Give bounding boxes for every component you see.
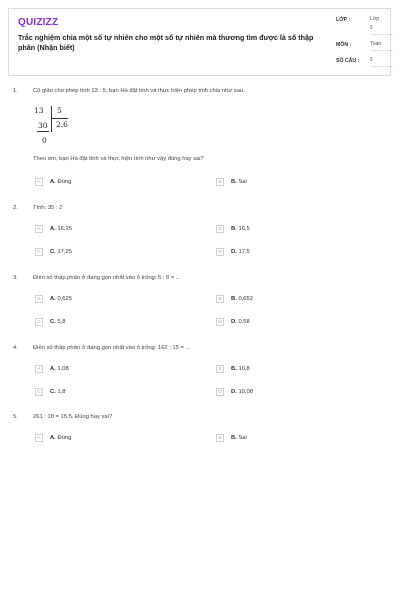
option-text: Đúng xyxy=(57,179,72,185)
option-text: 16,5 xyxy=(238,226,250,232)
option-text: 1,08 xyxy=(57,366,69,372)
option-text: 10,08 xyxy=(238,389,253,395)
option-text: 0,625 xyxy=(57,296,72,302)
question-number: 4. xyxy=(13,345,18,351)
option-letter-box[interactable]: B xyxy=(216,178,224,186)
option-letter-box[interactable]: A xyxy=(35,178,43,186)
option-prefix: A. xyxy=(50,226,56,232)
option-prefix: C. xyxy=(50,389,56,395)
quiz-title: Trắc nghiệm chia một số tự nhiên cho một số tự nhiên mà thương tìm được là số thập phân (Nhận biết) xyxy=(18,33,314,52)
option-prefix: A. xyxy=(50,435,56,441)
option-letter-box[interactable]: B xyxy=(216,295,224,303)
question-followup: Theo em, bạn Hà đặt tính và thực hiện tính như vậy đúng hay sai? xyxy=(33,156,204,162)
dividend: 13 xyxy=(34,106,44,115)
option-letter-box[interactable]: D xyxy=(216,318,224,326)
count-value: 5 xyxy=(370,57,373,63)
option-prefix: C. xyxy=(50,319,56,325)
option-prefix: D. xyxy=(231,389,237,395)
divider xyxy=(370,66,393,67)
option-text: Sai xyxy=(238,435,247,441)
option-text: Sai xyxy=(238,179,247,185)
question-number: 1. xyxy=(13,88,18,94)
option-letter-box[interactable]: D xyxy=(216,248,224,256)
option-prefix: B. xyxy=(231,179,237,185)
option-text: 10,8 xyxy=(238,366,250,372)
option-text: 1,8 xyxy=(57,389,66,395)
option-text: 5,8 xyxy=(57,319,66,325)
final-remainder: 0 xyxy=(42,136,47,145)
question-number: 5. xyxy=(13,414,18,420)
option-letter-box[interactable]: B xyxy=(216,365,224,373)
question-text: Điền số thập phân ở dạng gọn nhất vào ô trống: 5 : 8 = ... xyxy=(33,275,181,281)
option-prefix: B. xyxy=(231,366,237,372)
option-letter-box[interactable]: A xyxy=(35,225,43,233)
option-letter-box[interactable]: B xyxy=(216,434,224,442)
question-text: Cô giáo cho phép tính 13 : 5, bạn Hà đặt tính và thực hiện phép tính chia như sau. xyxy=(33,88,245,94)
division-bar xyxy=(51,118,68,119)
divider xyxy=(370,34,393,35)
option-letter-box[interactable]: B xyxy=(216,225,224,233)
option-prefix: B. xyxy=(231,226,237,232)
option-text: 17,5 xyxy=(238,249,250,255)
option-letter-box[interactable]: C xyxy=(35,388,43,396)
option-text: 0,58 xyxy=(238,319,250,325)
quotient: 2.6 xyxy=(56,120,68,129)
division-bar xyxy=(51,106,52,132)
quizizz-logo: QUIZIZZ xyxy=(18,17,59,28)
option-text: Đúng xyxy=(57,435,72,441)
option-text: 0,652 xyxy=(238,296,253,302)
option-prefix: D. xyxy=(231,319,237,325)
class-value-line2: 5 xyxy=(370,25,373,31)
option-text: 17,25 xyxy=(57,249,72,255)
question-text: 261 : 18 = 15,5. Đúng hay sai? xyxy=(33,414,113,420)
option-prefix: B. xyxy=(231,296,237,302)
question-text: Điền số thập phân ở dạng gọn nhất vào ô trống: 162 : 15 = ... xyxy=(33,345,191,351)
option-prefix: A. xyxy=(50,179,56,185)
option-letter-box[interactable]: A xyxy=(35,434,43,442)
option-text: 16,25 xyxy=(57,226,72,232)
divisor: 5 xyxy=(57,106,62,115)
option-letter-box[interactable]: C xyxy=(35,248,43,256)
option-prefix: D. xyxy=(231,249,237,255)
question-text: Tính: 35 : 2 xyxy=(33,205,63,211)
remainder: 30 xyxy=(38,121,48,130)
option-prefix: A. xyxy=(50,296,56,302)
option-prefix: C. xyxy=(50,249,56,255)
subject-value: Toán xyxy=(370,41,382,47)
class-label: LỚP : xyxy=(336,17,351,23)
quiz-header xyxy=(8,8,391,76)
question-number: 3. xyxy=(13,275,18,281)
option-letter-box[interactable]: C xyxy=(35,318,43,326)
class-value-line1: Lớp xyxy=(370,16,380,22)
option-letter-box[interactable]: A xyxy=(35,365,43,373)
option-letter-box[interactable]: D xyxy=(216,388,224,396)
question-number: 2. xyxy=(13,205,18,211)
division-bar xyxy=(37,131,49,132)
option-prefix: A. xyxy=(50,366,56,372)
option-prefix: B. xyxy=(231,435,237,441)
subject-label: MÔN : xyxy=(336,42,352,48)
divider xyxy=(370,50,393,51)
option-letter-box[interactable]: A xyxy=(35,295,43,303)
count-label: SỐ CÂU : xyxy=(336,58,360,64)
